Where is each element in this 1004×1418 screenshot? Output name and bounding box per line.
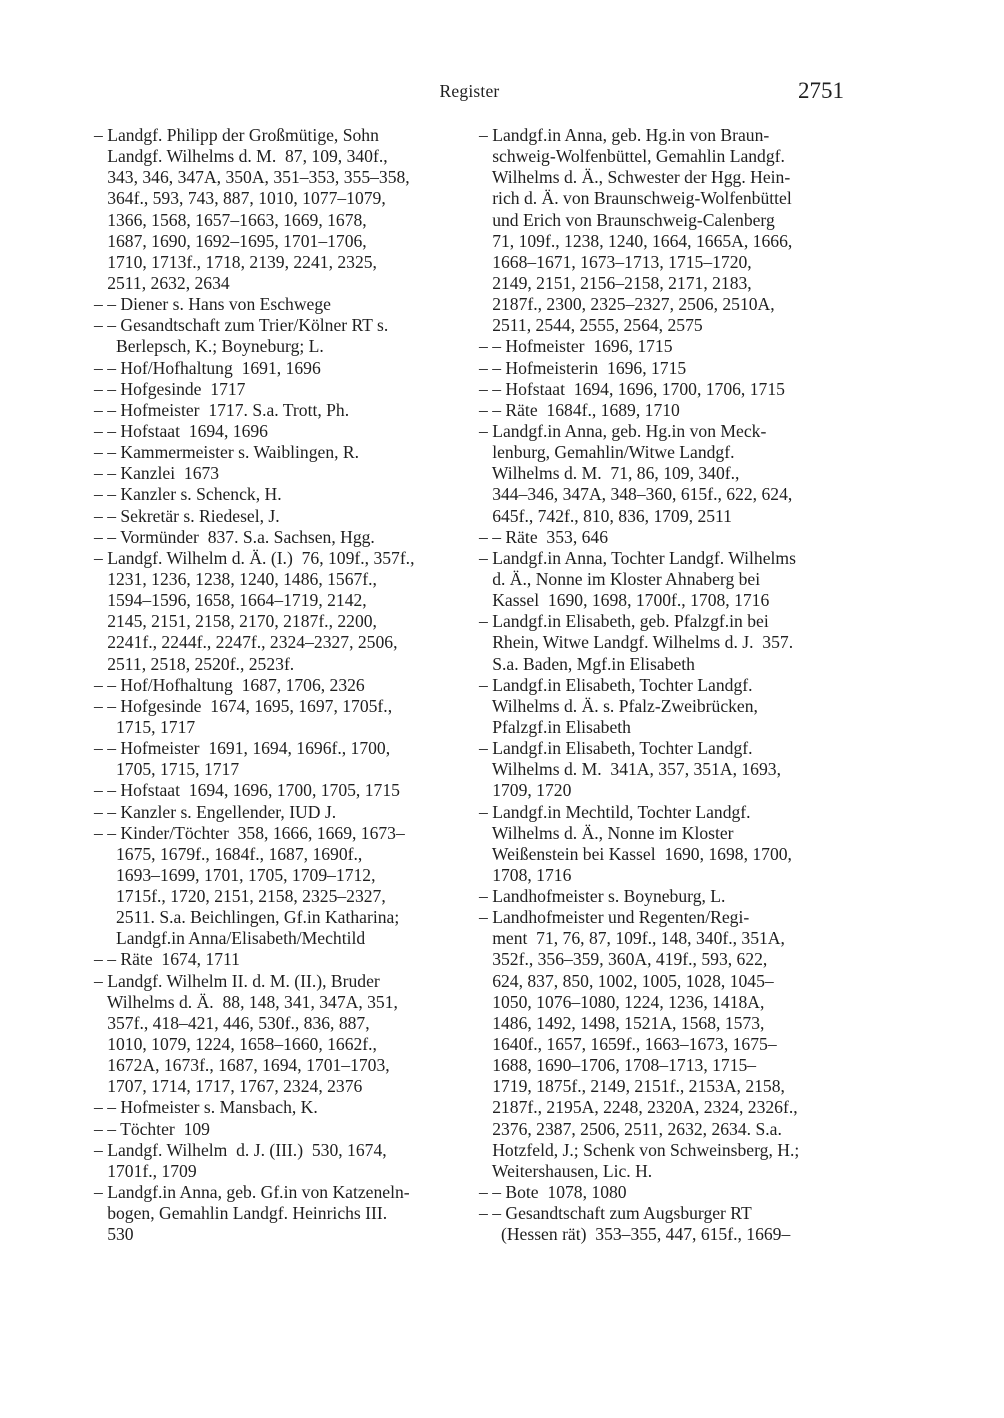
register-entry-line: 1701f., 1709 bbox=[94, 1160, 197, 1181]
register-entry-line: 1486, 1492, 1498, 1521A, 1568, 1573, bbox=[479, 1012, 765, 1033]
register-entry-line: – Landgf. Wilhelm d. Ä. (I.) 76, 109f., 357f., bbox=[94, 547, 415, 568]
register-entry-line: – – Hofmeister 1696, 1715 bbox=[479, 336, 673, 357]
register-entry-line: – Landgf.in Anna, Tochter Landgf. Wilhelms bbox=[479, 547, 796, 568]
register-entry-line: – – Hofmeister s. Mansbach, K. bbox=[94, 1097, 318, 1118]
register-entry-line: 1708, 1716 bbox=[479, 864, 572, 885]
register-entry-line: – Landgf.in Anna, geb. Gf.in von Katzeneln- bbox=[94, 1182, 410, 1203]
register-entry-line: Wilhelms d. M. 341A, 357, 351A, 1693, bbox=[479, 759, 781, 780]
register-column-left bbox=[94, 125, 466, 1245]
register-entry bbox=[94, 949, 466, 970]
register-entry-line: 1693–1699, 1701, 1705, 1709–1712, bbox=[94, 864, 376, 885]
register-entry-line: 1594–1596, 1658, 1664–1719, 2142, bbox=[94, 590, 367, 611]
register-entry-line: 2187f., 2195A, 2248, 2320A, 2324, 2326f., bbox=[479, 1097, 798, 1118]
register-entry bbox=[479, 548, 851, 611]
register-entry-line: – – Räte 1674, 1711 bbox=[94, 949, 240, 970]
register-entry bbox=[94, 1140, 466, 1182]
register-entry-line: – Landgf.in Elisabeth, geb. Pfalzgf.in bei bbox=[479, 611, 769, 632]
register-entry-line: 2145, 2151, 2158, 2170, 2187f., 2200, bbox=[94, 611, 377, 632]
register-entry-line: – – Hofgesinde 1717 bbox=[94, 378, 246, 399]
register-entry bbox=[94, 125, 466, 294]
register-entry-line: – Landgf. Wilhelm d. J. (III.) 530, 1674, bbox=[94, 1139, 387, 1160]
register-entry bbox=[94, 823, 466, 950]
register-entry bbox=[479, 886, 851, 907]
register-entry-line: Weißenstein bei Kassel 1690, 1698, 1700, bbox=[479, 843, 792, 864]
register-entry bbox=[479, 400, 851, 421]
register-entry bbox=[479, 1182, 851, 1203]
register-entry-line: 1668–1671, 1673–1713, 1715–1720, bbox=[479, 251, 752, 272]
register-entry-line: 1705, 1715, 1717 bbox=[94, 759, 240, 780]
register-entry-line: 1710, 1713f., 1718, 2139, 2241, 2325, bbox=[94, 251, 377, 272]
register-entry-line: 1687, 1690, 1692–1695, 1701–1706, bbox=[94, 230, 367, 251]
register-entry bbox=[94, 294, 466, 315]
register-entry-line: – – Hofstaat 1694, 1696, 1700, 1706, 1715 bbox=[479, 378, 785, 399]
register-entry-line: Wilhelms d. Ä. s. Pfalz-Zweibrücken, bbox=[479, 695, 758, 716]
register-entry-line: 2511. S.a. Beichlingen, Gf.in Katharina; bbox=[94, 907, 400, 928]
register-column-right bbox=[479, 125, 851, 1245]
register-entry-line: 1672A, 1673f., 1687, 1694, 1701–1703, bbox=[94, 1055, 390, 1076]
register-entry bbox=[94, 379, 466, 400]
register-entry-line: – Landgf. Wilhelm II. d. M. (II.), Bruder bbox=[94, 970, 380, 991]
register-entry-line: – – Bote 1078, 1080 bbox=[479, 1182, 627, 1203]
register-entry-line: 2511, 2632, 2634 bbox=[94, 272, 230, 293]
register-entry-line: – – Vormünder 837. S.a. Sachsen, Hgg. bbox=[94, 526, 375, 547]
register-entry-line: 1675, 1679f., 1684f., 1687, 1690f., bbox=[94, 843, 363, 864]
running-header-title: Register bbox=[439, 81, 500, 101]
register-entry bbox=[94, 1119, 466, 1140]
register-entry bbox=[479, 907, 851, 1182]
register-entry bbox=[94, 675, 466, 696]
register-entry-line: – – Hofmeisterin 1696, 1715 bbox=[479, 357, 687, 378]
register-entry-line: – Landgf.in Anna, geb. Hg.in von Braun- bbox=[479, 125, 770, 145]
register-entry-line: 1688, 1690–1706, 1708–1713, 1715– bbox=[479, 1055, 757, 1076]
register-entry bbox=[94, 358, 466, 379]
page-number: 2751 bbox=[798, 78, 844, 103]
register-entry bbox=[479, 802, 851, 887]
register-entry-line: – – Diener s. Hans von Eschwege bbox=[94, 294, 331, 315]
register-entry-line: – – Gesandtschaft zum Trier/Kölner RT s. bbox=[94, 315, 389, 336]
register-entry-line: – – Hofmeister 1717. S.a. Trott, Ph. bbox=[94, 399, 350, 420]
register-entry-line: 1010, 1079, 1224, 1658–1660, 1662f., bbox=[94, 1034, 377, 1055]
register-entry-line: 344–346, 347A, 348–360, 615f., 622, 624, bbox=[479, 484, 793, 505]
register-entry-line: lenburg, Gemahlin/Witwe Landgf. bbox=[479, 442, 735, 463]
register-entry-line: 343, 346, 347A, 350A, 351–353, 355–358, bbox=[94, 167, 410, 188]
register-entry bbox=[94, 527, 466, 548]
register-entry bbox=[94, 548, 466, 675]
register-entry-line: und Erich von Braunschweig-Calenberg bbox=[479, 209, 775, 230]
register-entry-line: – Landhofmeister s. Boyneburg, L. bbox=[479, 886, 726, 907]
register-entry-line: – – Sekretär s. Riedesel, J. bbox=[94, 505, 280, 526]
register-entry-line: 1231, 1236, 1238, 1240, 1486, 1567f., bbox=[94, 568, 377, 589]
register-entry-line: rich d. Ä. von Braunschweig-Wolfenbüttel bbox=[479, 188, 792, 209]
register-entry bbox=[479, 527, 851, 548]
register-entry bbox=[479, 611, 851, 674]
register-entry bbox=[94, 1097, 466, 1118]
register-entry-line: – – Hofgesinde 1674, 1695, 1697, 1705f., bbox=[94, 695, 393, 716]
register-entry-line: Wilhelms d. Ä., Schwester der Hgg. Hein- bbox=[479, 167, 791, 188]
register-entry-line: (Hessen rät) 353–355, 447, 615f., 1669– bbox=[479, 1224, 791, 1245]
register-entry-line: – – Räte 353, 646 bbox=[479, 526, 609, 547]
register-entry-line: 1050, 1076–1080, 1224, 1236, 1418A, bbox=[479, 991, 765, 1012]
register-entry-line: 2187f., 2300, 2325–2327, 2506, 2510A, bbox=[479, 294, 775, 315]
register-entry bbox=[94, 442, 466, 463]
register-entry bbox=[479, 738, 851, 801]
register-entry-line: – – Räte 1684f., 1689, 1710 bbox=[479, 399, 680, 420]
register-entry-line: 1709, 1720 bbox=[479, 780, 572, 801]
register-entry-line: – – Gesandtschaft zum Augsburger RT bbox=[479, 1203, 752, 1224]
register-entry-line: – – Hofstaat 1694, 1696 bbox=[94, 420, 268, 441]
register-entry bbox=[94, 315, 466, 357]
register-entry bbox=[94, 1182, 466, 1245]
register-entry-line: d. Ä., Nonne im Kloster Ahnaberg bei bbox=[479, 568, 761, 589]
register-entry bbox=[94, 802, 466, 823]
register-entry bbox=[479, 1203, 851, 1245]
register-entry-line: – Landgf. Philipp der Großmütige, Sohn bbox=[94, 125, 379, 145]
register-entry bbox=[94, 463, 466, 484]
register-entry-line: – – Kinder/Töchter 358, 1666, 1669, 1673– bbox=[94, 822, 405, 843]
register-entry-line: Wilhelms d. M. 71, 86, 109, 340f., bbox=[479, 463, 740, 484]
register-entry bbox=[479, 675, 851, 738]
register-entry-line: Rhein, Witwe Landgf. Wilhelms d. J. 357. bbox=[479, 632, 794, 653]
register-entry-line: – Landgf.in Anna, geb. Hg.in von Meck- bbox=[479, 420, 767, 441]
register-entry-line: bogen, Gemahlin Landgf. Heinrichs III. bbox=[94, 1203, 388, 1224]
register-entry-line: Wilhelms d. Ä. 88, 148, 341, 347A, 351, bbox=[94, 991, 398, 1012]
register-entry-line: Kassel 1690, 1698, 1700f., 1708, 1716 bbox=[479, 590, 770, 611]
register-entry-line: 530 bbox=[94, 1224, 134, 1245]
register-entry bbox=[94, 780, 466, 801]
register-entry-line: 2511, 2518, 2520f., 2523f. bbox=[94, 653, 295, 674]
register-entry-line: – Landhofmeister und Regenten/Regi- bbox=[479, 907, 750, 928]
register-entry-line: ment 71, 76, 87, 109f., 148, 340f., 351A, bbox=[479, 928, 785, 949]
register-entry-line: Hotzfeld, J.; Schenk von Schweinsberg, H.; bbox=[479, 1139, 800, 1160]
register-entry-line: – – Töchter 109 bbox=[94, 1118, 210, 1139]
register-entry bbox=[94, 738, 466, 780]
register-entry bbox=[479, 379, 851, 400]
register-entry-line: – Landgf.in Mechtild, Tochter Landgf. bbox=[479, 801, 751, 822]
register-entry-line: 2149, 2151, 2156–2158, 2171, 2183, bbox=[479, 272, 752, 293]
register-entry-line: – – Hof/Hofhaltung 1687, 1706, 2326 bbox=[94, 674, 365, 695]
register-entry bbox=[94, 400, 466, 421]
register-entry-line: 1640f., 1657, 1659f., 1663–1673, 1675– bbox=[479, 1034, 777, 1055]
register-entry-line: 1715, 1717 bbox=[94, 716, 196, 737]
register-entry-line: Berlepsch, K.; Boyneburg; L. bbox=[94, 336, 324, 357]
register-entry-line: 2241f., 2244f., 2247f., 2324–2327, 2506, bbox=[94, 632, 398, 653]
register-entry-line: 1715f., 1720, 2151, 2158, 2325–2327, bbox=[94, 886, 386, 907]
register-entry bbox=[94, 421, 466, 442]
register-entry-line: 1366, 1568, 1657–1663, 1669, 1678, bbox=[94, 209, 367, 230]
register-entry bbox=[479, 358, 851, 379]
register-entry bbox=[479, 421, 851, 527]
register-entry bbox=[479, 336, 851, 357]
register-entry-line: – – Kanzler s. Engellender, IUD J. bbox=[94, 801, 337, 822]
register-entry-line: Weitershausen, Lic. H. bbox=[479, 1160, 653, 1181]
register-entry-line: schweig-Wolfenbüttel, Gemahlin Landgf. bbox=[479, 146, 785, 167]
register-entry-line: 2376, 2387, 2506, 2511, 2632, 2634. S.a. bbox=[479, 1118, 782, 1139]
register-entry-line: – Landgf.in Elisabeth, Tochter Landgf. bbox=[479, 674, 753, 695]
register-entry-line: – – Kanzlei 1673 bbox=[94, 463, 220, 484]
register-entry-line: – Landgf.in Elisabeth, Tochter Landgf. bbox=[479, 738, 753, 759]
register-entry-line: 2511, 2544, 2555, 2564, 2575 bbox=[479, 315, 703, 336]
register-entry bbox=[479, 125, 851, 336]
register-entry-line: Landgf. Wilhelms d. M. 87, 109, 340f., bbox=[94, 146, 388, 167]
register-entry-line: – – Hofmeister 1691, 1694, 1696f., 1700, bbox=[94, 738, 391, 759]
register-entry-line: 1707, 1714, 1717, 1767, 2324, 2376 bbox=[94, 1076, 363, 1097]
register-entry-line: 364f., 593, 743, 887, 1010, 1077–1079, bbox=[94, 188, 386, 209]
register-entry bbox=[94, 506, 466, 527]
register-entry bbox=[94, 696, 466, 738]
register-entry-line: 624, 837, 850, 1002, 1005, 1028, 1045– bbox=[479, 970, 774, 991]
register-entry-line: 357f., 418–421, 446, 530f., 836, 887, bbox=[94, 1012, 370, 1033]
register-entry-line: S.a. Baden, Mgf.in Elisabeth bbox=[479, 653, 695, 674]
register-entry-line: 71, 109f., 1238, 1240, 1664, 1665A, 1666, bbox=[479, 230, 793, 251]
register-entry-line: – – Hof/Hofhaltung 1691, 1696 bbox=[94, 357, 321, 378]
register-entry-line: – – Kanzler s. Schenck, H. bbox=[94, 484, 282, 505]
register-entry-line: 352f., 356–359, 360A, 419f., 593, 622, bbox=[479, 949, 768, 970]
register-entry-line: – – Kammermeister s. Waiblingen, R. bbox=[94, 442, 360, 463]
register-entry-line: Pfalzgf.in Elisabeth bbox=[479, 716, 631, 737]
register-entry-line: – – Hofstaat 1694, 1696, 1700, 1705, 1715 bbox=[94, 780, 400, 801]
register-entry bbox=[94, 971, 466, 1098]
register-entry-line: Landgf.in Anna/Elisabeth/Mechtild bbox=[94, 928, 366, 949]
register-entry-line: 1719, 1875f., 2149, 2151f., 2153A, 2158, bbox=[479, 1076, 785, 1097]
register-entry-line: 645f., 742f., 810, 836, 1709, 2511 bbox=[479, 505, 732, 526]
register-entry-line: Wilhelms d. Ä., Nonne im Kloster bbox=[479, 822, 734, 843]
register-entry bbox=[94, 484, 466, 505]
